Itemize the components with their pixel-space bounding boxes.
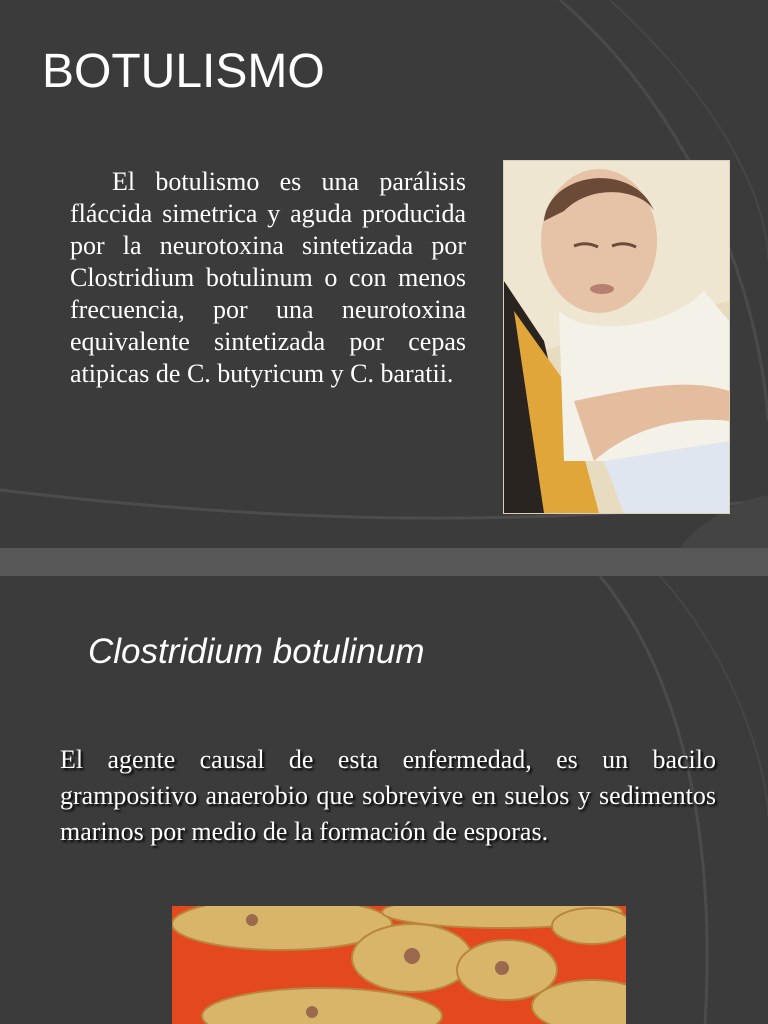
infant-patient-photo — [503, 160, 730, 514]
bacteria-micrograph — [172, 906, 626, 1024]
slide-body-text: El agente causal de esta enfermedad, es un bacilo grampositivo anaerobio que sobrevive en suelos y sedimentos marinos por medio de la formación de esporas. — [60, 745, 716, 846]
slide-2 — [0, 576, 768, 1024]
slide-body-text: El botulismo es una parálisis fláccida simetrica y aguda producida por la neurotoxina sintetizada por Clostridium botulinum o con menos frecuencia, por una neurotoxina equivalente sintetizada por cepas atipicas de C. butyricum y C. baratii. — [70, 167, 466, 388]
slide-title: BOTULISMO — [42, 45, 325, 98]
slide-title: Clostridium botulinum — [88, 632, 425, 671]
slide-separator — [0, 548, 768, 576]
